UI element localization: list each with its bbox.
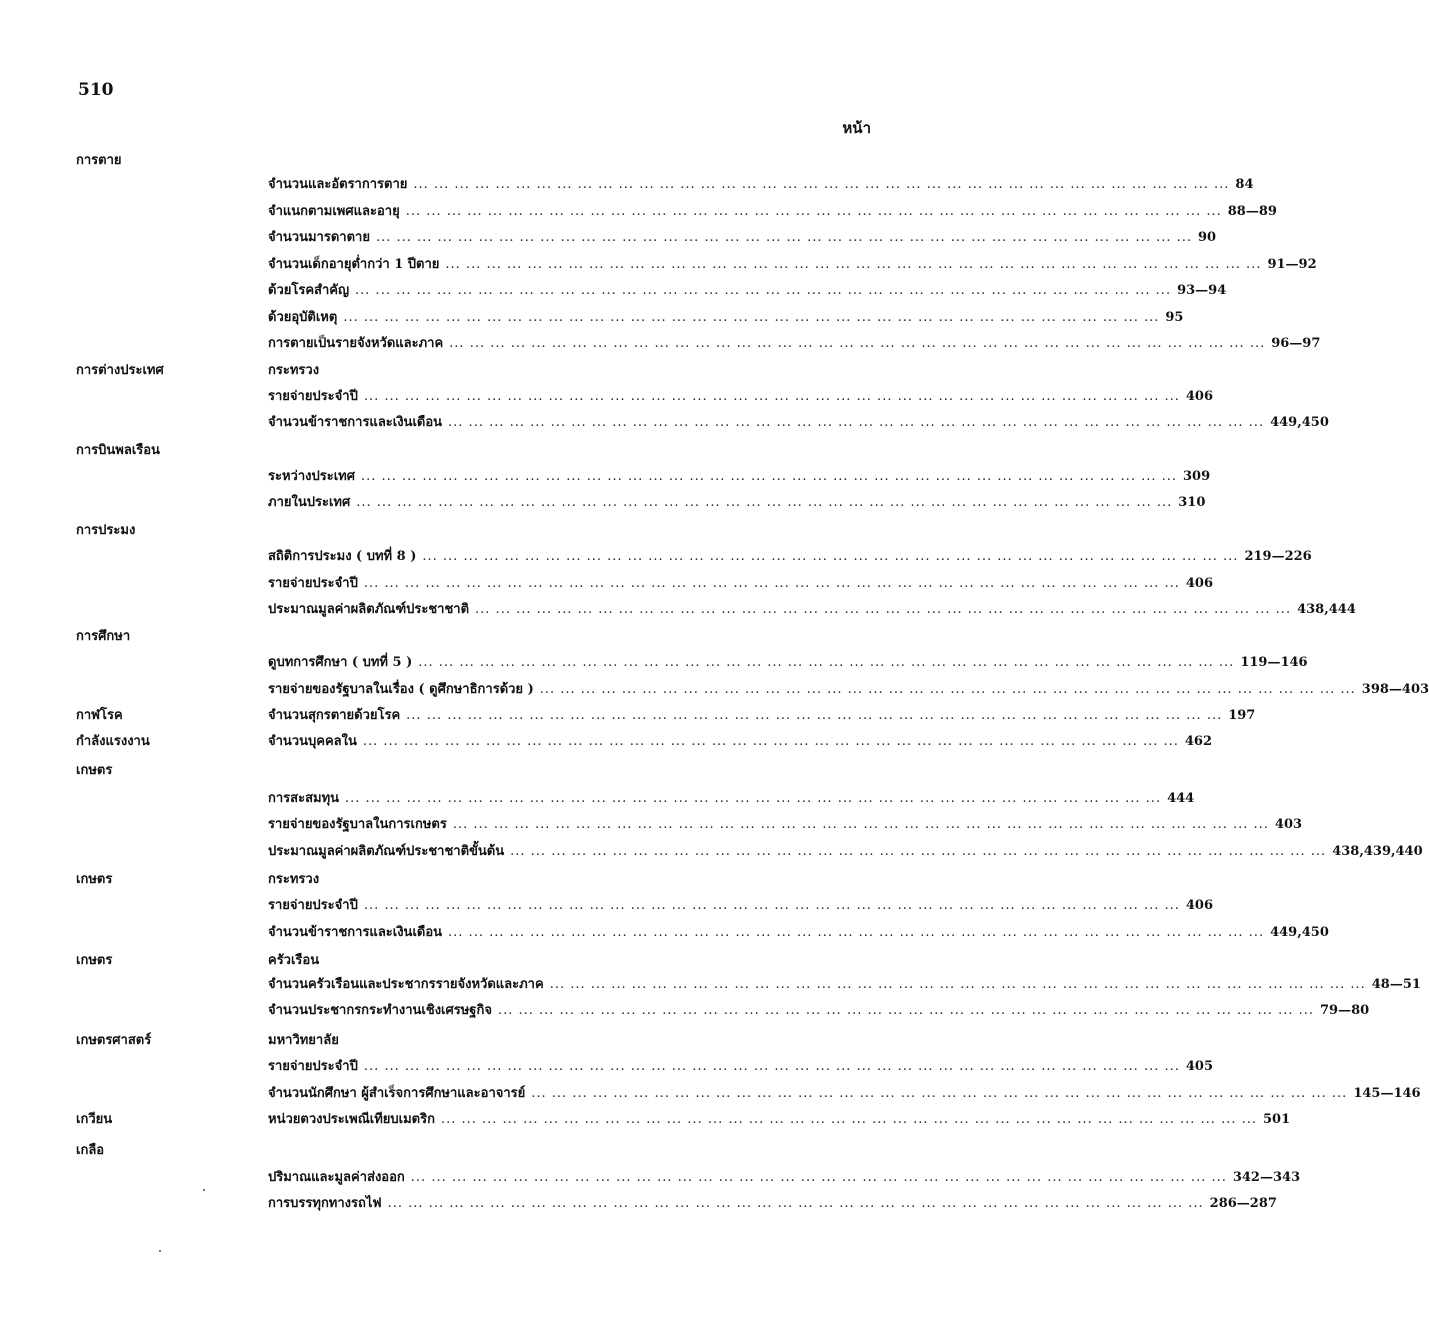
entry-text: รายจ่ายของรัฐบาลในเรื่อง ( ดูศึกษาธิการด้วย ) [268,682,534,697]
index-entry [268,199,1277,225]
page-reference: 405 [1185,1059,1214,1074]
entry-text: ประมาณมูลค่าผลิตภัณฑ์ประชาชาติขั้นต้น [268,844,505,859]
page-reference: 462 [1184,734,1213,749]
entry-text: จำนวนครัวเรือนและประชากรรายจังหวัดและภาค [268,977,544,992]
index-row [0,1138,953,1164]
index-row [0,252,1317,278]
page-column-header: หน้า [842,119,871,137]
entry-text: จำนวนสุกรตายด้วยโรค [268,708,401,723]
dot-leader: ... ... ... ... ... ... ... ... ... ... ... ... ... ... ... ... ... ... ... ... ... ... ... ... ... ... ... ... ... ... ... ... ... ... ... ... ... ... ... ... [345,791,1162,806]
index-entry [268,410,1329,436]
entry-text: จำนวนบุคคลใน [268,734,357,749]
page-reference: 84 [1235,177,1254,192]
page-reference: 119—146 [1240,655,1308,670]
entry-text: การตายเป็นรายจังหวัดและภาค [268,336,444,351]
dot-leader: ... ... ... ... ... ... ... ... ... ... ... ... ... ... ... ... ... ... ... ... ... ... ... ... ... ... ... ... ... ... ... ... ... ... ... ... ... ... ... ... [418,655,1235,670]
index-row [0,948,953,974]
index-entry [268,278,1227,304]
page-reference: 403 [1274,817,1303,832]
entry-text: รายจ่ายประจำปี [268,576,358,591]
page-reference: 438,439,440 [1332,844,1423,859]
entry-text: ภายในประเทศ [268,495,351,510]
index-entry [268,358,873,384]
dot-leader: ... ... ... ... ... ... ... ... ... ... ... ... ... ... ... ... ... ... ... ... ... ... ... ... ... ... ... ... ... ... ... ... ... ... ... ... ... ... ... ... [406,708,1223,723]
dot-leader: ... ... ... ... ... ... ... ... ... ... ... ... ... ... ... ... ... ... ... ... ... ... ... ... ... ... ... ... ... ... ... ... ... ... ... ... ... ... ... ... [355,283,1172,298]
index-entry [268,384,1214,410]
index-entry [268,867,873,893]
index-entry [268,305,1184,331]
dot-leader: ... ... ... ... ... ... ... ... ... ... ... ... ... ... ... ... ... ... ... ... ... ... ... ... ... ... ... ... ... ... ... ... ... ... ... ... ... ... ... ... [413,177,1230,192]
index-entry [268,571,1214,597]
dot-leader: ... ... ... ... ... ... ... ... ... ... ... ... ... ... ... ... ... ... ... ... ... ... ... ... ... ... ... ... ... ... ... ... ... ... ... ... ... ... ... ... [452,817,1269,832]
dot-leader: ... ... ... ... ... ... ... ... ... ... ... ... ... ... ... ... ... ... ... ... ... ... ... ... ... ... ... ... ... ... ... ... ... ... ... ... ... ... ... ... [356,495,1173,510]
entry-text: การสะสมทุน [268,791,340,806]
page-number: 510 [78,80,114,100]
index-entry [268,597,1356,623]
dot-leader: ... ... ... ... ... ... ... ... ... ... ... ... ... ... ... ... ... ... ... ... ... ... ... ... ... ... ... ... ... ... ... ... ... ... ... ... ... ... ... ... [510,844,1327,859]
dot-leader: ... ... ... ... ... ... ... ... ... ... ... ... ... ... ... ... ... ... ... ... ... ... ... ... ... ... ... ... ... ... ... ... ... ... ... ... ... ... ... ... [440,1112,1257,1127]
page-reference: 444 [1167,791,1195,806]
dot-leader: ... ... ... ... ... ... ... ... ... ... ... ... ... ... ... ... ... ... ... ... ... ... ... ... ... ... ... ... ... ... ... ... ... ... ... ... ... ... ... ... [445,257,1262,272]
index-term: การบินพลเรือน [76,443,160,458]
index-row [0,172,1254,198]
entry-text: จำนวนข้าราชการและเงินเดือน [268,925,443,940]
index-row [0,305,1184,331]
index-entry [268,225,1217,251]
dot-leader: ... ... ... ... ... ... ... ... ... ... ... ... ... ... ... ... ... ... ... ... ... ... ... ... ... ... ... ... ... ... ... ... ... ... ... ... ... ... ... ... [387,1196,1204,1211]
index-term: เกษตร [76,953,113,968]
index-row [0,278,1227,304]
index-row [0,544,1312,570]
index-row [0,331,1321,357]
entry-text: จำนวนประชากรกระทำงานเชิงเศรษฐกิจ [268,1003,492,1018]
index-entry [268,972,1421,998]
scan-speck [159,1250,161,1252]
index-row [0,786,1195,812]
index-entry [268,729,1213,755]
dot-leader: ... ... ... ... ... ... ... ... ... ... ... ... ... ... ... ... ... ... ... ... ... ... ... ... ... ... ... ... ... ... ... ... ... ... ... ... ... ... ... ... [497,1003,1314,1018]
entry-text: รายจ่ายของรัฐบาลในการเกษตร [268,817,447,832]
index-entry [268,812,1303,838]
index-row [0,225,1217,251]
index-term: การต่างประเทศ [76,363,164,378]
dot-leader: ... ... ... ... ... ... ... ... ... ... ... ... ... ... ... ... ... ... ... ... ... ... ... ... ... ... ... ... ... ... ... ... ... ... ... ... ... ... ... ... [405,204,1222,219]
index-row [0,1107,1291,1133]
index-term: การตาย [76,153,122,168]
dot-leader: ... ... ... ... ... ... ... ... ... ... ... ... ... ... ... ... ... ... ... ... ... ... ... ... ... ... ... ... ... ... ... ... ... ... ... ... ... ... ... ... [363,389,1180,404]
page-reference: 309 [1183,469,1211,484]
index-entry [268,464,1211,490]
dot-leader: ... ... ... ... ... ... ... ... ... ... ... ... ... ... ... ... ... ... ... ... ... ... ... ... ... ... ... ... ... ... ... ... ... ... ... ... ... ... ... ... [363,898,1180,913]
index-row [0,839,1423,865]
index-row [0,677,1429,703]
entry-text: กระทรวง [268,872,320,887]
index-entry [268,920,1329,946]
index-entry [268,1191,1277,1217]
page-reference: 449,450 [1270,415,1329,430]
page-reference: 449,450 [1270,925,1329,940]
page-reference: 406 [1185,898,1214,913]
entry-text: ประมาณมูลค่าผลิตภัณฑ์ประชาชาติ [268,602,470,617]
dot-leader: ... ... ... ... ... ... ... ... ... ... ... ... ... ... ... ... ... ... ... ... ... ... ... ... ... ... ... ... ... ... ... ... ... ... ... ... ... ... ... ... [343,310,1160,325]
dot-leader: ... ... ... ... ... ... ... ... ... ... ... ... ... ... ... ... ... ... ... ... ... ... ... ... ... ... ... ... ... ... ... ... ... ... ... ... ... ... ... ... [363,576,1180,591]
index-entry [268,1107,1291,1133]
dot-leader: ... ... ... ... ... ... ... ... ... ... ... ... ... ... ... ... ... ... ... ... ... ... ... ... ... ... ... ... ... ... ... ... ... ... ... ... ... ... ... ... [362,734,1179,749]
index-entry [268,252,1317,278]
dot-leader: ... ... ... ... ... ... ... ... ... ... ... ... ... ... ... ... ... ... ... ... ... ... ... ... ... ... ... ... ... ... ... ... ... ... ... ... ... ... ... ... [449,336,1266,351]
entry-text: หน่วยตวงประเพณีเทียบเมตริก [268,1112,435,1127]
entry-text: รายจ่ายประจำปี [268,898,358,913]
index-row [0,972,1421,998]
dot-leader: ... ... ... ... ... ... ... ... ... ... ... ... ... ... ... ... ... ... ... ... ... ... ... ... ... ... ... ... ... ... ... ... ... ... ... ... ... ... ... ... [375,230,1192,245]
page-reference: 93—94 [1177,283,1227,298]
index-entry [268,1081,1421,1107]
index-row [0,148,953,174]
index-entry [268,650,1308,676]
index-entry [268,172,1254,198]
entry-text: ปริมาณและมูลค่าส่งออก [268,1170,405,1185]
page-reference: 48—51 [1371,977,1421,992]
entry-text: มหาวิทยาลัย [268,1033,339,1048]
page-reference: 406 [1185,389,1214,404]
index-row [0,920,1329,946]
index-row [0,199,1277,225]
index-row [0,571,1214,597]
index-entry [268,331,1321,357]
index-entry [268,786,1195,812]
entry-text: จำนวนนักศึกษา ผู้สำเร็จการศึกษาและอาจารย์ [268,1086,526,1101]
dot-leader: ... ... ... ... ... ... ... ... ... ... ... ... ... ... ... ... ... ... ... ... ... ... ... ... ... ... ... ... ... ... ... ... ... ... ... ... ... ... ... ... [531,1086,1348,1101]
entry-text: ครัวเรือน [268,953,320,968]
page-reference: 501 [1263,1112,1291,1127]
index-row [0,650,1308,676]
page-reference: 95 [1165,310,1184,325]
entry-text: รายจ่ายประจำปี [268,1059,358,1074]
dot-leader: ... ... ... ... ... ... ... ... ... ... ... ... ... ... ... ... ... ... ... ... ... ... ... ... ... ... ... ... ... ... ... ... ... ... ... ... ... ... ... ... [448,415,1265,430]
entry-text: ด้วยโรคสำคัญ [268,283,350,298]
page-reference: 342—343 [1232,1170,1301,1185]
entry-text: กระทรวง [268,363,320,378]
index-entry [268,1028,873,1054]
index-entry [268,1054,1214,1080]
page-reference: 219—226 [1244,549,1312,564]
entry-text: รายจ่ายประจำปี [268,389,358,404]
index-row [0,998,1370,1024]
index-row [0,1165,1301,1191]
dot-leader: ... ... ... ... ... ... ... ... ... ... ... ... ... ... ... ... ... ... ... ... ... ... ... ... ... ... ... ... ... ... ... ... ... ... ... ... ... ... ... ... [363,1059,1180,1074]
index-row [0,867,953,893]
index-entry [268,893,1214,919]
index-entry [268,544,1312,570]
index-term: กำลังแรงงาน [76,734,150,749]
entry-text: ด้วยอุบัติเหตุ [268,310,338,325]
entry-text: จำนวนเด็กอายุต่ำกว่า 1 ปีตาย [268,257,440,272]
index-row [0,1054,1214,1080]
page-reference: 145—146 [1353,1086,1421,1101]
dot-leader: ... ... ... ... ... ... ... ... ... ... ... ... ... ... ... ... ... ... ... ... ... ... ... ... ... ... ... ... ... ... ... ... ... ... ... ... ... ... ... ... [410,1170,1227,1185]
entry-text: จำนวนมารดาตาย [268,230,370,245]
index-row [0,438,953,464]
page-reference: 197 [1228,708,1256,723]
index-term: เกษตร [76,872,113,887]
index-term: การศึกษา [76,629,131,644]
dot-leader: ... ... ... ... ... ... ... ... ... ... ... ... ... ... ... ... ... ... ... ... ... ... ... ... ... ... ... ... ... ... ... ... ... ... ... ... ... ... ... ... [360,469,1178,484]
entry-text: จำแนกตามเพศและอายุ [268,204,400,219]
dot-leader: ... ... ... ... ... ... ... ... ... ... ... ... ... ... ... ... ... ... ... ... ... ... ... ... ... ... ... ... ... ... ... ... ... ... ... ... ... ... ... ... [539,682,1356,697]
index-row [0,1081,1421,1107]
index-row [0,729,1213,755]
index-entry [268,703,1256,729]
page-reference: 398—403 [1361,682,1429,697]
page-reference: 406 [1185,576,1214,591]
index-entry [268,948,873,974]
entry-text: จำนวนข้าราชการและเงินเดือน [268,415,443,430]
entry-text: การบรรทุกทางรถไฟ [268,1196,382,1211]
entry-text: สถิติการประมง ( บทที่ 8 ) [268,549,417,564]
index-term: เกวียน [76,1112,113,1127]
index-row [0,1191,1277,1217]
dot-leader: ... ... ... ... ... ... ... ... ... ... ... ... ... ... ... ... ... ... ... ... ... ... ... ... ... ... ... ... ... ... ... ... ... ... ... ... ... ... ... ... [422,549,1239,564]
page-reference: 310 [1178,495,1206,510]
index-row [0,1028,953,1054]
scan-speck [203,1189,205,1191]
index-entry [268,490,1206,516]
dot-leader: ... ... ... ... ... ... ... ... ... ... ... ... ... ... ... ... ... ... ... ... ... ... ... ... ... ... ... ... ... ... ... ... ... ... ... ... ... ... ... ... [475,602,1292,617]
index-entry [268,998,1370,1024]
page-reference: 91—92 [1267,257,1317,272]
index-term: การประมง [76,523,136,538]
entry-text: จำนวนและอัตราการตาย [268,177,408,192]
page-reference: 286—287 [1209,1196,1277,1211]
page-reference: 79—80 [1320,1003,1370,1018]
entry-text: ระหว่างประเทศ [268,469,355,484]
index-row [0,812,1303,838]
index-row [0,490,1206,516]
page-reference: 438,444 [1297,602,1356,617]
index-term: เกลือ [76,1143,105,1158]
index-row [0,358,953,384]
index-entry [268,677,1429,703]
index-entry [268,839,1423,865]
entry-text: ดูบทการศึกษา ( บทที่ 5 ) [268,655,413,670]
index-row [0,410,1329,436]
page-reference: 88—89 [1227,204,1277,219]
dot-leader: ... ... ... ... ... ... ... ... ... ... ... ... ... ... ... ... ... ... ... ... ... ... ... ... ... ... ... ... ... ... ... ... ... ... ... ... ... ... ... ... [549,977,1366,992]
dot-leader: ... ... ... ... ... ... ... ... ... ... ... ... ... ... ... ... ... ... ... ... ... ... ... ... ... ... ... ... ... ... ... ... ... ... ... ... ... ... ... ... [448,925,1265,940]
index-row [0,624,953,650]
index-row [0,703,1256,729]
page-reference: 96—97 [1271,336,1321,351]
index-term: กาฬโรค [76,708,123,723]
index-term: เกษตร [76,763,113,778]
index-row [0,518,953,544]
index-entry [268,1165,1301,1191]
index-row [0,384,1214,410]
index-row [0,758,953,784]
index-term: เกษตรศาสตร์ [76,1033,152,1048]
index-row [0,597,1356,623]
index-row [0,464,1211,490]
page-reference: 90 [1198,230,1217,245]
index-row [0,893,1214,919]
